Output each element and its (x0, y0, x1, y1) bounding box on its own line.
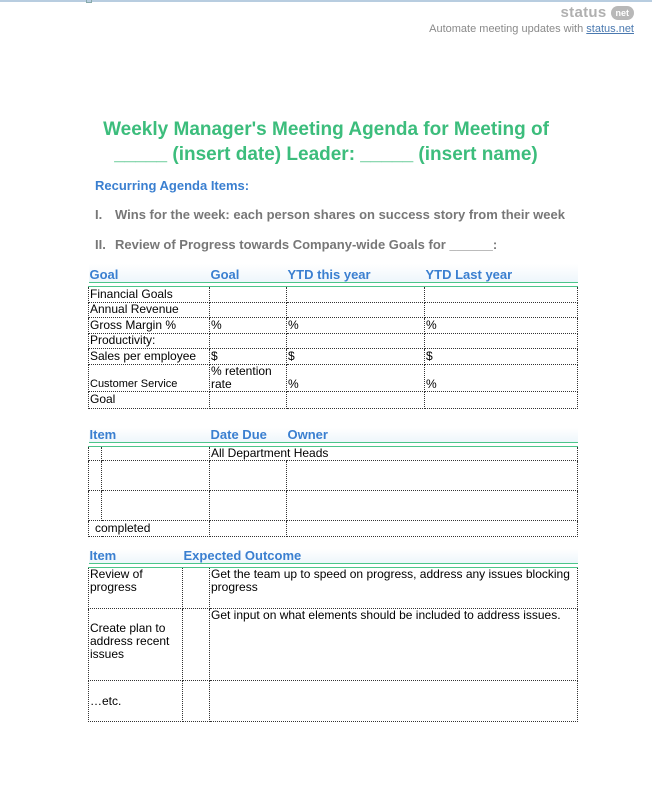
table-cell[interactable] (89, 491, 102, 521)
table-cell[interactable] (102, 447, 210, 461)
table-cell[interactable] (210, 286, 287, 302)
table-row (89, 491, 578, 521)
table-cell[interactable] (210, 391, 287, 408)
table-cell[interactable] (102, 491, 210, 521)
agenda-item-text: Wins for the week: each person shares on success story from their week (115, 207, 565, 222)
table-cell[interactable] (287, 302, 425, 317)
agenda-item-number: I. (95, 207, 103, 222)
header-cell: YTD Last year (425, 264, 578, 282)
goals-header-row (89, 264, 578, 282)
table-cell[interactable]: % (210, 317, 287, 333)
table-row (89, 461, 578, 491)
table-cell[interactable] (102, 461, 210, 491)
table-cell[interactable]: Annual Revenue (89, 302, 210, 317)
goals-table (88, 264, 578, 409)
table-cell[interactable] (183, 681, 210, 722)
table-cell[interactable] (287, 391, 425, 408)
table-cell[interactable]: Goal (89, 391, 210, 408)
logo-badge: net (611, 6, 635, 20)
table-cell[interactable] (183, 568, 210, 609)
ruler-marker (86, 0, 92, 3)
table-cell[interactable]: $ (287, 348, 425, 364)
action-items-table (88, 428, 578, 537)
table-row (89, 609, 578, 681)
outcome-cell[interactable] (210, 681, 578, 722)
document-title (60, 117, 592, 167)
table-cell[interactable] (425, 286, 578, 302)
table-cell[interactable] (287, 521, 578, 537)
status-net-logo[interactable] (561, 4, 634, 21)
table-cell[interactable] (287, 491, 578, 521)
table-row (89, 568, 578, 609)
table-cell[interactable] (210, 491, 287, 521)
header-cell: Item (89, 428, 210, 443)
table-cell[interactable] (210, 461, 287, 491)
table-row (89, 447, 578, 461)
table-row (89, 317, 578, 333)
item-cell[interactable]: Review of progress (89, 568, 183, 609)
tagline-text: Automate meeting updates with (429, 23, 587, 35)
outcome-cell[interactable]: Get the team up to speed on progress, address any issues blocking progress (210, 568, 578, 609)
item-cell[interactable]: …etc. (89, 681, 183, 722)
agenda-item-text: Review of Progress towards Company-wide Goals for ______: (115, 237, 498, 252)
table-row (89, 521, 578, 537)
header-cell: Expected Outcome (183, 549, 578, 564)
header-cell: YTD this year (287, 264, 425, 282)
table-row (89, 286, 578, 302)
owner-cell[interactable]: All Department Heads (210, 447, 578, 461)
table-cell[interactable] (425, 333, 578, 348)
recurring-heading: Recurring Agenda Items: (95, 178, 250, 193)
title-line-1: Weekly Manager's Meeting Agenda for Meeting of (103, 119, 549, 140)
table-cell[interactable] (89, 447, 102, 461)
outcome-table (88, 549, 578, 722)
table-cell[interactable] (287, 461, 578, 491)
outcome-header-row (89, 549, 578, 564)
table-cell[interactable]: % retention rate (210, 364, 287, 391)
table-cell[interactable]: % (425, 317, 578, 333)
header-cell: Owner (287, 428, 578, 443)
table-row (89, 348, 578, 364)
table-row (89, 302, 578, 317)
table-cell[interactable]: $ (425, 348, 578, 364)
header-cell: Goal (89, 264, 210, 282)
top-border (0, 0, 652, 2)
table-cell[interactable] (287, 286, 425, 302)
table-cell[interactable]: Sales per employee (89, 348, 210, 364)
action-header-row (89, 428, 578, 443)
tagline (429, 23, 634, 35)
table-cell[interactable]: % (287, 364, 425, 391)
header-cell: Item (89, 549, 183, 564)
table-cell[interactable] (287, 333, 425, 348)
table-cell[interactable] (210, 302, 287, 317)
table-cell[interactable]: Productivity: (89, 333, 210, 348)
table-cell[interactable]: Customer Service (89, 364, 210, 391)
table-cell[interactable]: Financial Goals (89, 286, 210, 302)
title-line-2: _____ (insert date) Leader: _____ (insert name) (114, 144, 538, 165)
table-cell[interactable] (425, 391, 578, 408)
outcome-cell[interactable]: Get input on what elements should be included to address issues. (210, 609, 578, 681)
item-cell[interactable]: Create plan to address recent issues (89, 609, 183, 681)
table-cell[interactable]: Gross Margin % (89, 317, 210, 333)
table-cell[interactable]: % (425, 364, 578, 391)
agenda-item-2 (95, 237, 497, 252)
status-net-link[interactable]: status.net (586, 23, 634, 35)
table-row (89, 333, 578, 348)
table-cell[interactable]: $ (210, 348, 287, 364)
table-cell[interactable]: % (287, 317, 425, 333)
header-cell: Goal (210, 264, 287, 282)
table-cell[interactable] (210, 521, 287, 537)
table-row (89, 364, 578, 391)
table-cell[interactable] (210, 333, 287, 348)
logo-text: status (560, 4, 607, 21)
agenda-item-1 (95, 207, 565, 222)
header-cell: Date Due (210, 428, 287, 443)
table-row (89, 391, 578, 408)
completed-cell[interactable]: completed (89, 521, 210, 537)
table-cell[interactable] (425, 302, 578, 317)
table-row (89, 681, 578, 722)
agenda-item-number: II. (95, 237, 106, 252)
table-cell[interactable] (183, 609, 210, 681)
table-cell[interactable] (89, 461, 102, 491)
